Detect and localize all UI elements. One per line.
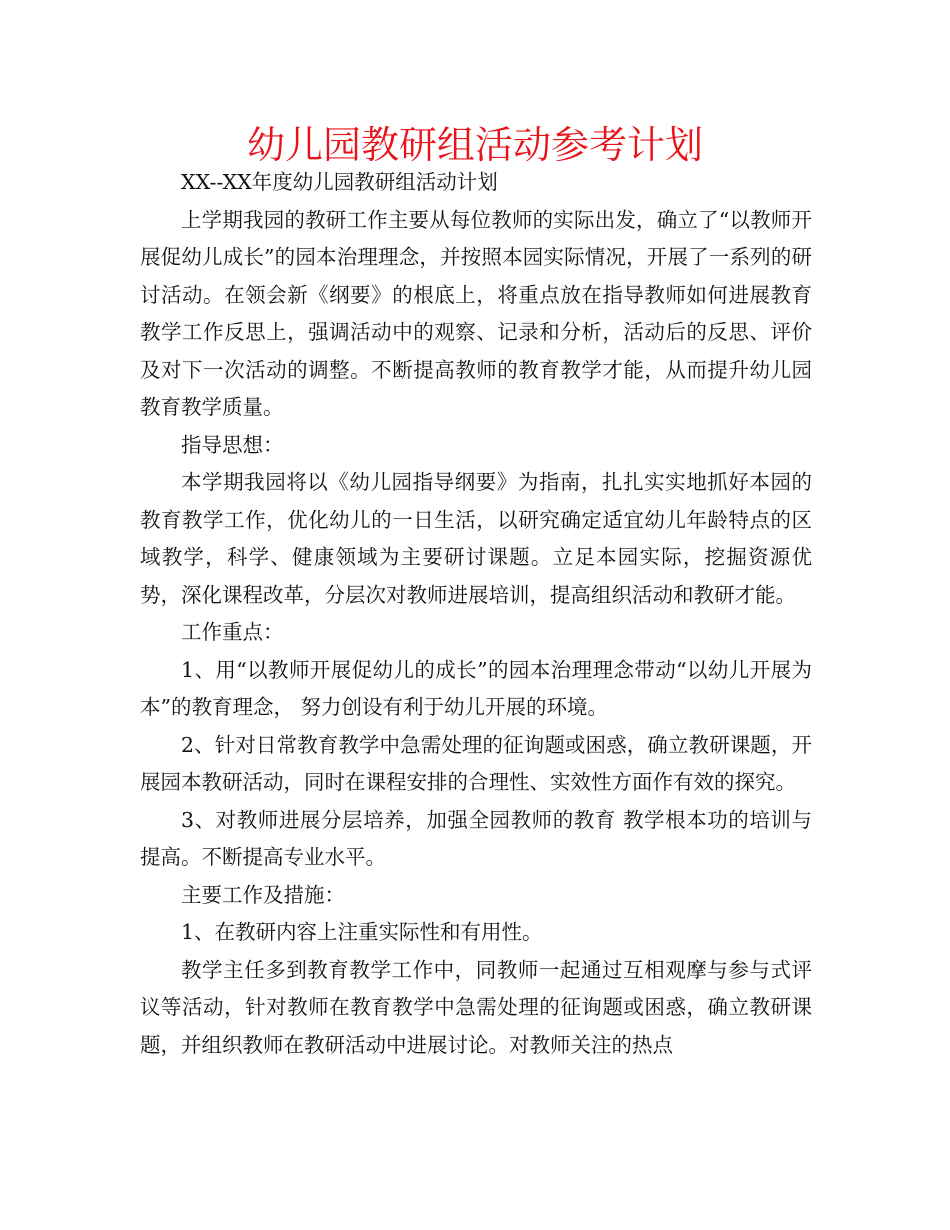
section-heading-guiding-thought: 指导思想： — [181, 432, 284, 457]
work-focus-item-1: 1、用“以教师开展促幼儿的成长”的园本治理理念带动“以幼儿开展为本”的教育理念， 努力创设有利于幼儿开展的环境。 — [140, 657, 812, 719]
document-body — [140, 164, 812, 1064]
work-focus-item-2: 2、针对日常教育教学中急需处理的征询题或困惑，确立教研课题，开展园本教研活动，同时在课程安排的合理性、实效性方面作有效的探究。 — [140, 732, 812, 794]
section-heading-work-focus: 工作重点： — [181, 620, 284, 644]
plan-year-heading: XX--XX年度幼儿园教研组活动计划 — [181, 170, 498, 194]
document-title: 幼儿园教研组活动参考计划 — [246, 123, 703, 167]
guiding-thought-paragraph: 本学期我园将以《幼儿园指导纲要》为指南，扎扎实实地抓好本园的教育教学工作，优化幼儿的一日生活，以研究确定适宜幼儿年龄特点的区域教学，科学、健康领域为主要研讨课题。立足本园实际，挖掘资源优势，深化课程改革，分层次对教师进展培训，提高组织活动和教研才能。 — [140, 470, 812, 607]
section-heading-main-work: 主要工作及措施： — [181, 882, 345, 907]
main-work-item-1-detail: 教学主任多到教育教学工作中，同教师一起通过互相观摩与参与式评议等活动，针对教师在教育教学中急需处理的征询题或困惑，确立教研课题，并组织教师在教研活动中进展讨论。对教师关注的热点 — [140, 957, 812, 1057]
work-focus-item-3: 3、对教师进展分层培养，加强全园教师的教育 教学根本功的培训与提高。不断提高专业水平。 — [140, 807, 812, 869]
main-work-item-1: 1、在教研内容上注重实际性和有用性。 — [181, 920, 543, 944]
intro-paragraph: 上学期我园的教研工作主要从每位教师的实际出发，确立了“以教师开展促幼儿成长”的园本治理理念，并按照本园实际情况，开展了一系列的研讨活动。在领会新《纲要》的根底上，将重点放在指导教师如何进展教育教学工作反思上，强调活动中的观察、记录和分析，活动后的反思、评价及对下一次活动的调整。不断提高教师的教育教学才能，从而提升幼儿园教育教学质量。 — [140, 207, 812, 419]
